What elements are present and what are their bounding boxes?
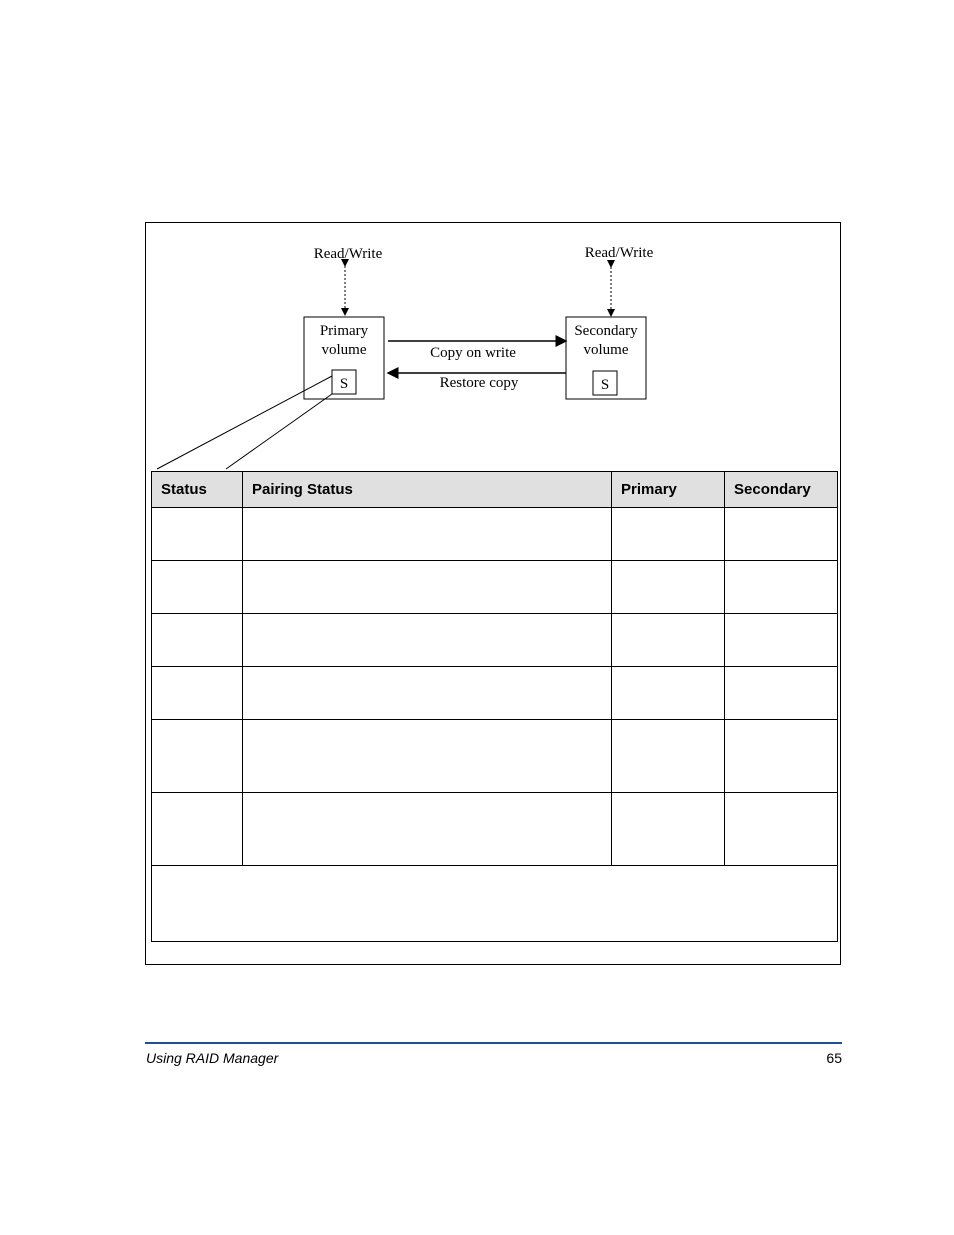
callout-line-right <box>226 394 332 469</box>
cell-secondary <box>725 720 838 793</box>
table-row <box>152 614 838 667</box>
pairing-status-table <box>151 471 838 942</box>
cell-pairing-status <box>243 561 612 614</box>
cell-status <box>152 720 243 793</box>
cell-secondary <box>725 561 838 614</box>
cell-primary <box>612 561 725 614</box>
table-footnote-row <box>152 866 838 942</box>
page-number: 65 <box>826 1050 842 1066</box>
footer-rule <box>145 1042 842 1044</box>
header-status: Status <box>152 472 243 508</box>
cell-secondary <box>725 793 838 866</box>
cell-primary <box>612 667 725 720</box>
cell-secondary <box>725 508 838 561</box>
primary-volume-line1: Primary <box>319 323 369 339</box>
secondary-volume-line1: Secondary <box>574 323 638 339</box>
cell-pairing-status <box>243 667 612 720</box>
header-secondary: Secondary <box>725 472 838 508</box>
table-row <box>152 508 838 561</box>
cell-status <box>152 793 243 866</box>
secondary-read-write-label: Read/Write <box>584 245 654 261</box>
cell-pairing-status <box>243 793 612 866</box>
table-row <box>152 667 838 720</box>
cell-status <box>152 614 243 667</box>
table-footnote <box>152 866 838 942</box>
footer-title: Using RAID Manager <box>146 1050 279 1066</box>
cell-primary <box>612 508 725 561</box>
table-row <box>152 561 838 614</box>
table-row <box>152 793 838 866</box>
copy-on-write-label: Copy on write <box>430 345 516 361</box>
secondary-volume-line2: volume <box>583 342 629 358</box>
primary-read-write-label: Read/Write <box>313 246 383 262</box>
primary-volume-line2: volume <box>321 342 367 358</box>
table-header-row <box>152 472 838 508</box>
cell-secondary <box>725 614 838 667</box>
cell-pairing-status <box>243 720 612 793</box>
cell-primary <box>612 614 725 667</box>
cell-primary <box>612 720 725 793</box>
secondary-s-label: S <box>600 377 610 393</box>
cell-primary <box>612 793 725 866</box>
primary-s-label: S <box>339 376 349 392</box>
header-pairing-status: Pairing Status <box>243 472 612 508</box>
table-row <box>152 720 838 793</box>
cell-pairing-status <box>243 614 612 667</box>
cell-status <box>152 667 243 720</box>
cell-secondary <box>725 667 838 720</box>
header-primary: Primary <box>612 472 725 508</box>
cell-status <box>152 561 243 614</box>
cell-pairing-status <box>243 508 612 561</box>
restore-copy-label: Restore copy <box>439 375 519 391</box>
callout-line-left <box>157 376 332 469</box>
cell-status <box>152 508 243 561</box>
